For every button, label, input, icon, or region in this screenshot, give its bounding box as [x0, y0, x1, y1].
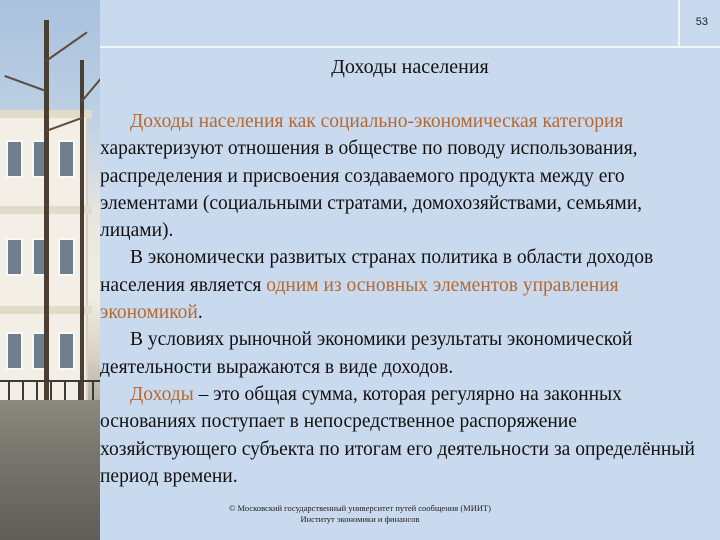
window — [58, 332, 75, 370]
ground — [0, 400, 100, 540]
paragraph-text: – это общая сумма, которая регулярно на законных основаниях поступает в непосредственное распоряжение хозяйствующего субъекта по итогам его деятельности за определённый период времени. — [100, 383, 695, 487]
building-photo — [0, 0, 100, 540]
footer-institute: Институт экономики и финансов — [300, 514, 420, 524]
paragraph-4 — [100, 381, 700, 490]
slide-panel — [100, 0, 720, 540]
window — [6, 238, 23, 276]
window — [58, 238, 75, 276]
term-highlight: Доходы — [130, 383, 194, 405]
term-highlight: Доходы населения как социально-экономическая категория — [130, 111, 624, 132]
paragraph-2 — [100, 244, 700, 326]
slide-body — [100, 108, 700, 490]
divider — [100, 46, 720, 48]
divider — [678, 0, 680, 48]
paragraph-text: В экономически развитых странах политика в области доходов населения является — [100, 247, 654, 296]
paragraph-3: В условиях рыночной экономики результаты экономической деятельности выражаются в виде доходов. — [100, 329, 633, 378]
tree-branch — [4, 75, 46, 92]
paragraph-text: . — [197, 302, 203, 324]
footer-copyright: © Московский государственный университет путей сообщения (МИИТ) — [228, 503, 492, 513]
tree-branch — [81, 77, 100, 101]
paragraph-1 — [100, 108, 700, 244]
slide-title: Доходы населения — [331, 56, 489, 78]
window — [58, 140, 75, 178]
footer — [170, 503, 550, 525]
page-number: 53 — [695, 16, 708, 28]
window — [6, 140, 23, 178]
window — [6, 332, 23, 370]
paragraph-text: характеризуют отношения в обществе по поводу использования, распределения и присвоения создаваемого продукта между его элементами (социальными стратами, домохозяйствами, семьями, лицами). — [100, 138, 643, 242]
tree-branch — [45, 32, 87, 62]
term-highlight: одним из основных элементов управления экономикой — [100, 274, 619, 324]
